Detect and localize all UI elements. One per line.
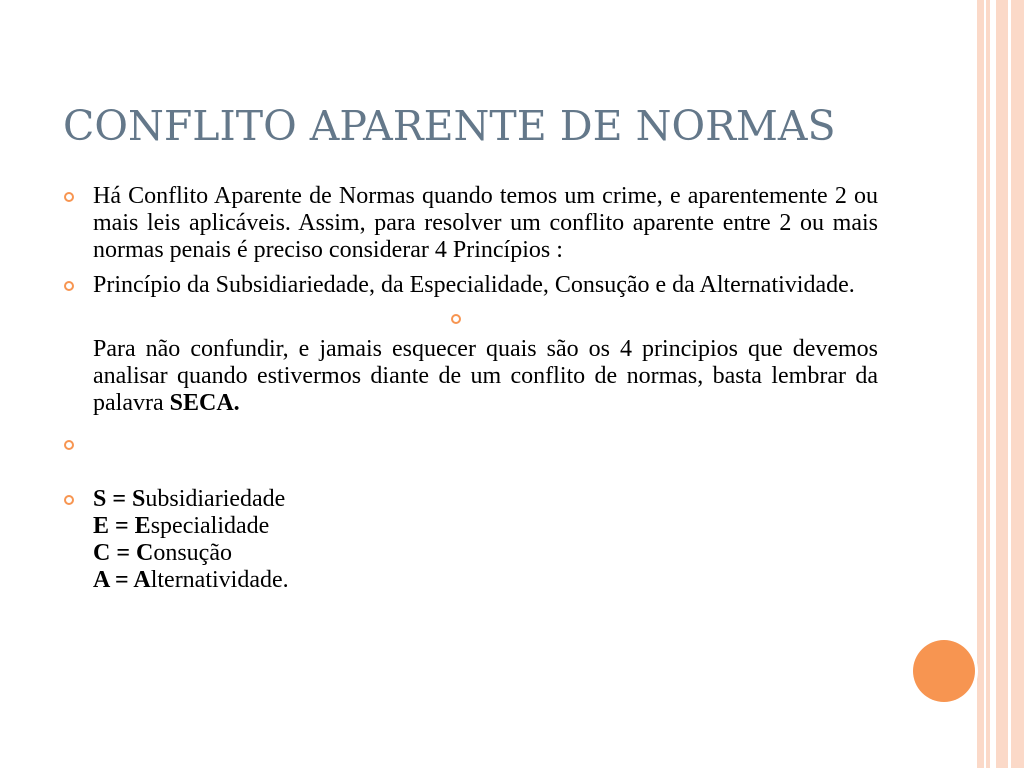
seca-line [93,567,878,594]
slide-body [93,183,878,594]
paragraph-definition [93,183,878,264]
seca-list [93,486,878,594]
seca-rest: lternatividade. [150,567,289,593]
seca-key: E = E [93,513,151,539]
empty-bullet-row [93,309,878,329]
seca-key: S = S [93,486,146,512]
bullet-icon [451,314,461,324]
seca-rest: ubsidiariedade [145,486,286,512]
seca-line [93,540,878,567]
paragraph-principles [93,272,878,299]
slide-title: CONFLITO APARENTE DE NORMAS [63,102,836,150]
paragraph-mnemonic [93,336,878,417]
seca-rest: onsução [153,540,232,566]
decorative-circle [913,640,975,702]
decorative-stripe [1008,0,1011,768]
paragraph-principles-text: Princípio da Subsidiariedade, da Especialidade, Consução e da Alternatividade. [93,272,855,298]
bullet-icon [64,495,74,505]
bullet-icon [64,440,74,450]
paragraph-mnemonic-text: Para não confundir, e jamais esquecer quais são os 4 principios que devemos analisar quando estivermos diante de um conflito de normas, basta lembrar da palavra [93,336,878,416]
decorative-stripe [984,0,986,768]
decorative-stripe [990,0,996,768]
seca-line [93,486,878,513]
paragraph-definition-text: Há Conflito Aparente de Normas quando temos um crime, e aparentemente 2 ou mais leis aplicáveis. Assim, para resolver um conflito aparente entre 2 ou mais normas penais é preciso considerar 4 Princípios : [93,183,878,263]
mnemonic-word: SECA. [169,390,240,416]
bullet-icon [64,192,74,202]
empty-bullet-row [93,431,878,458]
bullet-icon [64,281,74,291]
seca-key: C = C [93,540,154,566]
seca-key: A = A [93,567,151,593]
seca-line [93,513,878,540]
seca-rest: specialidade [150,513,270,539]
